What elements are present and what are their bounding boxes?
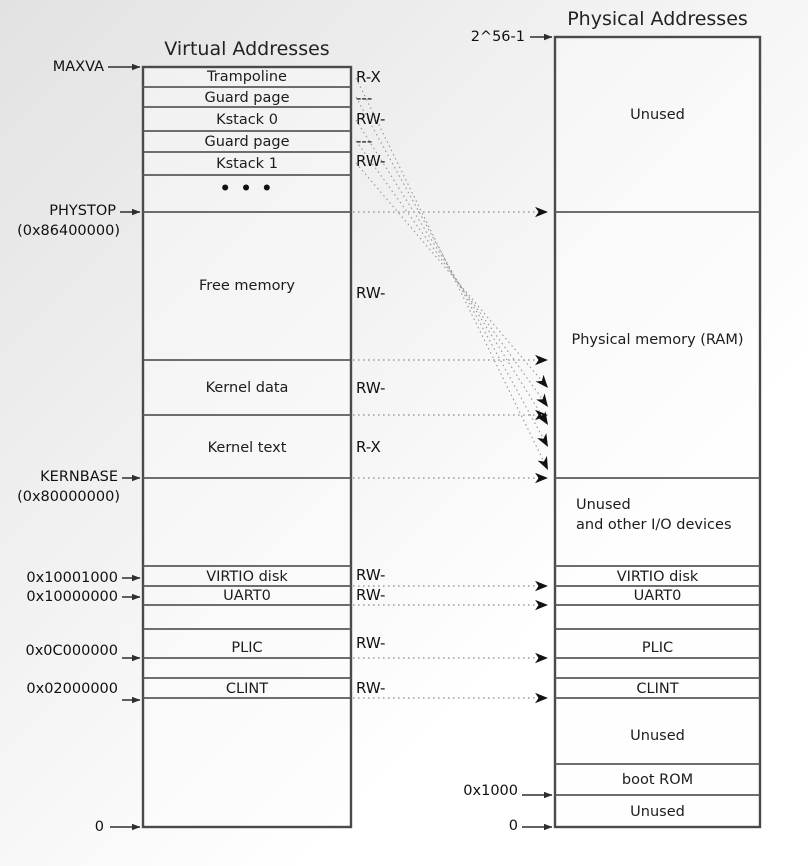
- va-row-ellipsis: • • •: [219, 179, 275, 199]
- pa-row-unused-bottom: Unused: [630, 804, 685, 820]
- virtual-address-pointers: [108, 67, 140, 827]
- address-mark-clint: 0x02000000: [26, 681, 118, 697]
- va-row-kernel-data: Kernel data: [205, 380, 289, 396]
- perm-kstack-1: RW-: [356, 152, 386, 170]
- physical-addresses-title: Physical Addresses: [567, 8, 748, 30]
- perm-trampoline: R-X: [356, 68, 381, 86]
- perm-kstack-0: RW-: [356, 110, 386, 128]
- address-mark-plic: 0x0C000000: [25, 643, 118, 659]
- pa-row-plic: PLIC: [641, 640, 674, 656]
- perm-free-memory: RW-: [356, 284, 386, 302]
- address-mark-boot-rom: 0x1000: [463, 783, 518, 799]
- kstack-mapping-lines: [356, 78, 548, 470]
- perm-kernel-data: RW-: [356, 379, 386, 397]
- address-mark-uart0: 0x10000000: [26, 589, 118, 605]
- perm-guard-page-1: ---: [356, 132, 373, 150]
- va-row-guard-page-0: Guard page: [204, 90, 290, 106]
- pa-row-unused-io-line2: and other I/O devices: [576, 517, 732, 533]
- perm-clint: RW-: [356, 679, 386, 697]
- va-row-trampoline: Trampoline: [207, 69, 287, 85]
- va-row-uart0: UART0: [223, 588, 271, 604]
- physical-address-pointers: [522, 37, 552, 827]
- perm-virtio-disk: RW-: [356, 566, 386, 584]
- va-row-kernel-text: Kernel text: [207, 440, 287, 456]
- perm-plic: RW-: [356, 634, 386, 652]
- pa-row-unused-io-line1: Unused: [576, 497, 631, 513]
- va-row-guard-page-1: Guard page: [204, 134, 290, 150]
- address-mark-2-56-minus-1: 2^56-1: [470, 29, 525, 45]
- pa-row-unused-top: Unused: [630, 107, 685, 123]
- address-mark-physical-zero: 0: [508, 818, 518, 834]
- perm-kernel-text: R-X: [356, 438, 381, 456]
- va-row-kstack-1: Kstack 1: [216, 156, 278, 172]
- pa-row-uart0: UART0: [633, 588, 682, 604]
- pa-row-boot-rom: boot ROM: [621, 772, 694, 788]
- va-row-clint: CLINT: [225, 681, 269, 697]
- address-mark-zero: 0: [94, 819, 104, 835]
- pa-row-virtio-disk: VIRTIO disk: [616, 569, 699, 585]
- address-mark-virtio: 0x10001000: [26, 570, 118, 586]
- pa-row-clint: CLINT: [636, 681, 679, 697]
- address-mark-kernbase-hex: (0x80000000): [17, 489, 120, 505]
- va-row-virtio-disk: VIRTIO disk: [206, 569, 288, 585]
- va-row-free-memory: Free memory: [199, 278, 295, 294]
- pa-row-physical-memory: Physical memory (RAM): [571, 332, 744, 348]
- perm-uart0: RW-: [356, 586, 386, 604]
- va-row-kstack-0: Kstack 0: [216, 112, 278, 128]
- address-mark-kernbase: KERNBASE: [40, 469, 118, 485]
- address-mark-maxva: MAXVA: [52, 59, 104, 75]
- va-row-plic: PLIC: [231, 640, 263, 656]
- physical-address-box: [555, 37, 760, 827]
- virtual-addresses-title: Virtual Addresses: [164, 38, 330, 60]
- pa-row-unused-mid: Unused: [630, 728, 685, 744]
- address-mark-phystop-hex: (0x86400000): [17, 223, 120, 239]
- perm-guard-page-0: ---: [356, 89, 373, 107]
- address-mark-phystop: PHYSTOP: [49, 203, 116, 219]
